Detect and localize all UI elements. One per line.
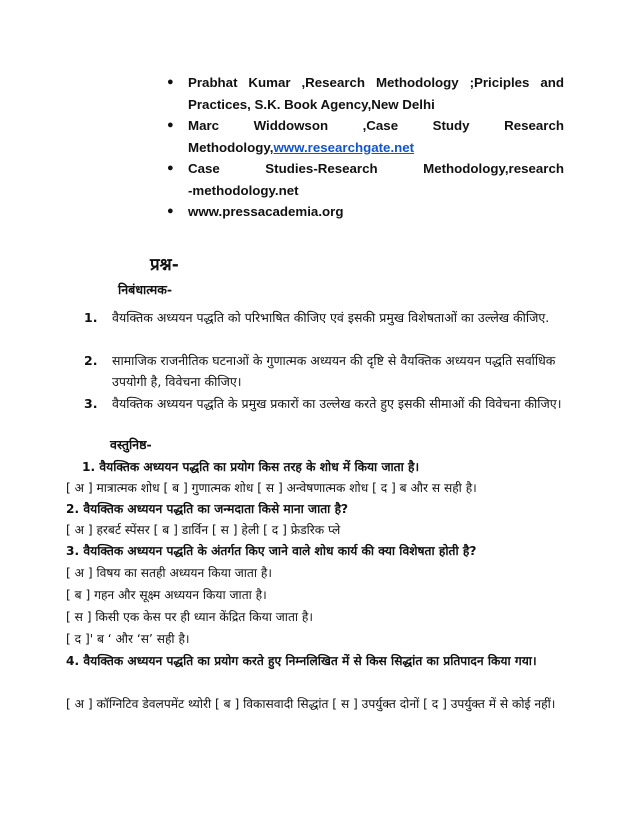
- reference-item: [164, 115, 564, 158]
- objective-options: [ अ ] हरबर्ट स्पेंसर [ ब ] डार्विन [ स ] हेली [ द ] फ्रेडरिक प्ले: [66, 523, 341, 537]
- reference-item: [164, 72, 564, 115]
- reference-item: [164, 201, 564, 223]
- bullet-icon: ●: [167, 119, 174, 131]
- reference-text: -methodology.net: [188, 182, 299, 198]
- reference-text: Prabhat Kumar ,Research Methodology ;Priciples and: [188, 75, 564, 90]
- essay-question: [84, 350, 565, 392]
- reference-item: [164, 158, 564, 201]
- bullet-icon: ●: [167, 76, 174, 88]
- question-number: 3.: [84, 396, 98, 411]
- objective-option: [ द ]' ब ‘ और ‘स’ सही है।: [66, 632, 190, 646]
- references-list: [164, 72, 564, 223]
- objective-option: [ ब ] गहन और सूक्ष्म अध्ययन किया जाता है।: [66, 588, 267, 602]
- objective-option: [ स ] किसी एक केस पर ही ध्यान केंद्रित किया जाता है।: [66, 610, 314, 624]
- question-text: वैयक्तिक अध्ययन पद्धति के प्रमुख प्रकारों का उल्लेख करते हुए इसकी सीमाओं की विवेचना कीजिए।: [112, 396, 562, 411]
- reference-text: www.pressacademia.org: [188, 204, 344, 219]
- objective-question: 2. वैयक्तिक अध्ययन पद्धति का जन्मदाता किसे माना जाता है?: [66, 502, 349, 516]
- question-text: सामाजिक राजनीतिक घटनाओं के गुणात्मक अध्ययन की दृष्टि से वैयक्तिक अध्ययन पद्धति सर्वाधिक उपयोगी है, विवेचना कीजिए।: [112, 353, 556, 389]
- question-text: वैयक्तिक अध्ययन पद्धति को परिभाषित कीजिए एवं इसकी प्रमुख विशेषताओं का उल्लेख कीजिए.: [112, 310, 550, 325]
- reference-text-prefix: Methodology,: [188, 139, 274, 155]
- objective-question: 3. वैयक्तिक अध्ययन पद्धति के अंतर्गत किए जाने वाले शोध कार्य की क्या विशेषता होती है?: [66, 544, 477, 558]
- reference-text: Marc Widdowson ,Case Study Research: [188, 118, 564, 133]
- essay-question: [84, 393, 565, 414]
- objective-section-label: वस्तुनिष्ठ-: [110, 437, 152, 452]
- bullet-icon: ●: [167, 162, 174, 174]
- reference-text: Practices, S.K. Book Agency,New Delhi: [188, 96, 435, 112]
- bullet-icon: ●: [167, 205, 174, 217]
- essay-question: [84, 307, 565, 328]
- question-number: 2.: [84, 353, 98, 368]
- questions-heading: प्रश्न-: [150, 255, 179, 275]
- objective-options: [ अ ] मात्रात्मक शोध [ ब ] गुणात्मक शोध [ स ] अन्वेषणात्मक शोध [ द ] ब और स सही है।: [66, 481, 477, 495]
- objective-question: 1. वैयक्तिक अध्ययन पद्धति का प्रयोग किस तरह के शोध में किया जाता है।: [82, 460, 420, 474]
- reference-text: [188, 137, 564, 159]
- essay-section-label: निबंधात्मक-: [118, 282, 173, 297]
- question-number: 1.: [84, 310, 98, 325]
- objective-question: 4. वैयक्तिक अध्ययन पद्धति का प्रयोग करते हुए निम्नलिखित में से किस सिद्धांत का प्रतिपादन किया गया।: [66, 654, 537, 668]
- objective-option: [ अ ] विषय का सतही अध्ययन किया जाता है।: [66, 566, 272, 580]
- reference-text: Case Studies-Research Methodology,research: [188, 161, 564, 176]
- objective-options: [ अ ] कॉग्निटिव डेवलपमेंट थ्योरी [ ब ] विकासवादी सिद्धांत [ स ] उपर्युक्त दोनों [ द ] उपर्युक्त में से कोई नहीं।: [66, 697, 556, 711]
- researchgate-link[interactable]: www.researchgate.net: [273, 139, 415, 155]
